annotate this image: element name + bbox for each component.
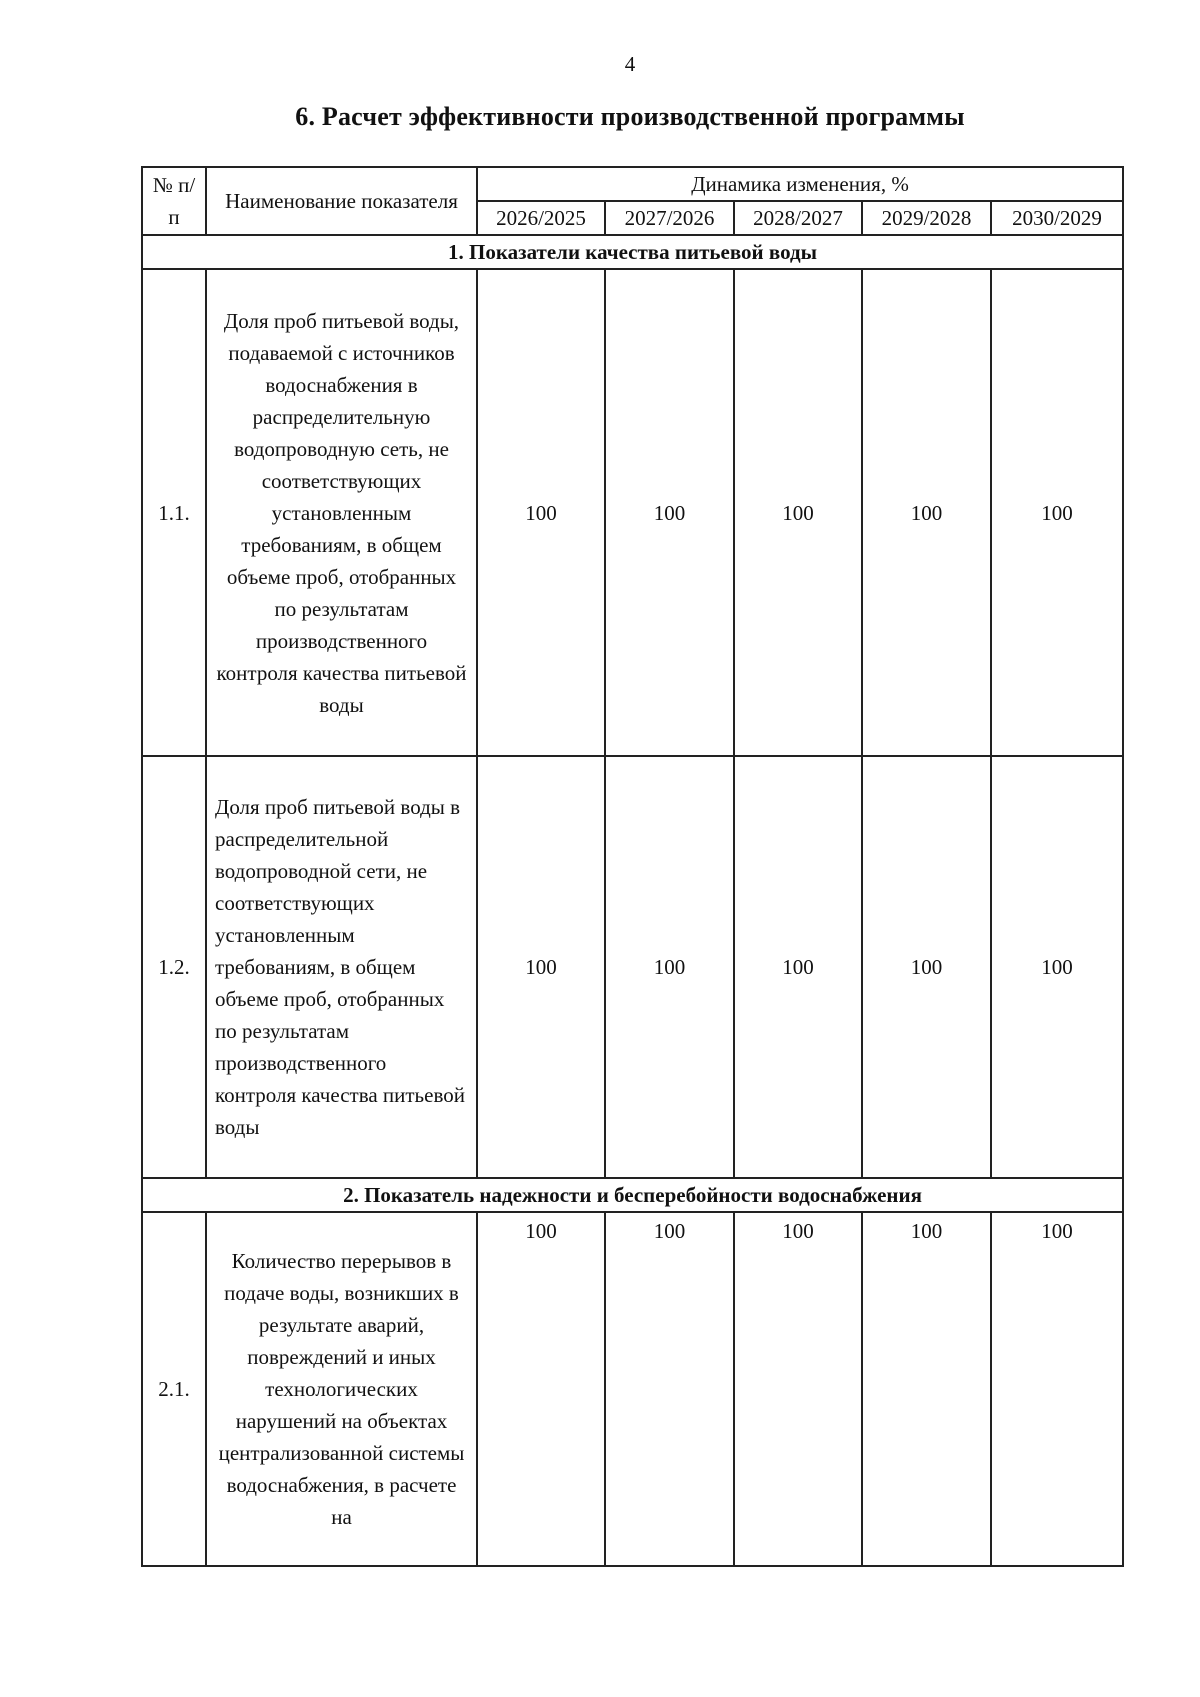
row-number: 2.1. [142, 1212, 206, 1566]
value-cell: 100 [477, 269, 605, 756]
value-cell: 100 [862, 1212, 991, 1566]
value-cell: 100 [477, 756, 605, 1178]
table-row [142, 269, 1123, 756]
section-title: 2. Показатель надежности и бесперебойности водоснабжения [142, 1178, 1123, 1212]
page-title: 6. Расчет эффективности производственной программы [295, 102, 965, 131]
indicator-name: Количество перерывов в подаче воды, возникших в результате аварий, повреждений и иных технологических нарушений на объектах централизованной системы водоснабжения, в расчете на [206, 1212, 477, 1566]
value-cell: 100 [991, 269, 1123, 756]
header-period: 2028/2027 [734, 201, 862, 235]
header-dynamics: Динамика изменения, % [477, 167, 1123, 201]
section-row [142, 1178, 1123, 1212]
value-cell: 100 [991, 1212, 1123, 1566]
value-cell: 100 [862, 269, 991, 756]
table-row [142, 1212, 1123, 1566]
row-number: 1.2. [142, 756, 206, 1178]
value-cell: 100 [862, 756, 991, 1178]
header-period: 2027/2026 [605, 201, 734, 235]
efficiency-table [141, 166, 1124, 1567]
indicator-name: Доля проб питьевой воды, подаваемой с источников водоснабжения в распределительную водопроводную сеть, не соответствующих установленным требованиям, в общем объеме проб, отобранных по результатам производственного контроля качества питьевой воды [206, 269, 477, 756]
table-row [142, 756, 1123, 1178]
header-period: 2026/2025 [477, 201, 605, 235]
header-period: 2030/2029 [991, 201, 1123, 235]
header-name: Наименование показателя [206, 167, 477, 235]
section-title: 1. Показатели качества питьевой воды [142, 235, 1123, 269]
value-cell: 100 [477, 1212, 605, 1566]
value-cell: 100 [734, 756, 862, 1178]
page-number: 4 [624, 52, 636, 76]
value-cell: 100 [605, 1212, 734, 1566]
value-cell: 100 [991, 756, 1123, 1178]
value-cell: 100 [605, 269, 734, 756]
header-period: 2029/2028 [862, 201, 991, 235]
table-header-row [142, 167, 1123, 201]
section-row [142, 235, 1123, 269]
header-num: № п/п [142, 167, 206, 235]
indicator-name: Доля проб питьевой воды в распределительной водопроводной сети, не соответствующих установленным требованиям, в общем объеме проб, отобранных по результатам производственного контроля качества питьевой воды [206, 756, 477, 1178]
value-cell: 100 [605, 756, 734, 1178]
value-cell: 100 [734, 1212, 862, 1566]
row-number: 1.1. [142, 269, 206, 756]
value-cell: 100 [734, 269, 862, 756]
